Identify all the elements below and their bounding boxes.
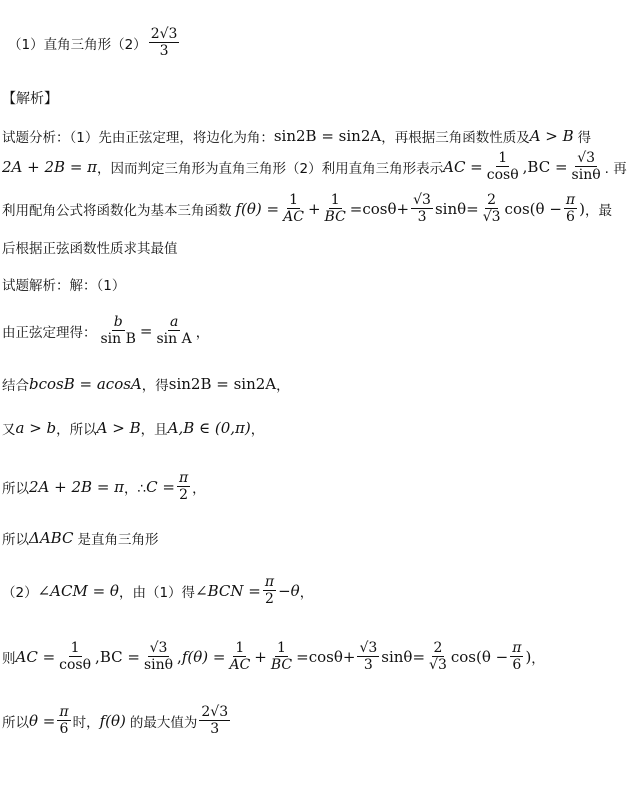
- frac-pi-over-6: $\frac{\pi}{6}$: [565, 192, 576, 226]
- frac-pi-over-6-b: $\frac{\pi}{6}$: [512, 640, 522, 674]
- frac-r3-over-sin-b: $\frac{√3}{\sin\theta}$: [143, 640, 174, 674]
- frac-max-value: $\frac{2√3}{3}$: [201, 704, 229, 738]
- solution-intro: 试题解析：解：（1）: [2, 278, 126, 294]
- analysis-line-3: 利用配角公式将函数化为基本三角函数 f(θ) = $\frac{1}{AC}$ + $\frac{1}{BC}$ = cosθ + $\frac{√3}{3}$ sinθ = $\frac{2}{√3}$ cos(θ − $\frac{\pi}{6}$ ) ，最: [2, 192, 612, 226]
- solution-step-6: （2） ∠ACM = θ ，由（1）得 ∠BCN = $\frac{\pi}{2}$ − θ ，: [2, 574, 314, 608]
- frac-1-over-cos-b: $\frac{1}{\cos\theta}$: [59, 640, 92, 674]
- frac-1-over-bc-b: $\frac{1}{BC}$: [270, 640, 293, 674]
- solution-step-1: 由正弦定理得： $\frac{b}{\text{sin B}}$ = $\frac{a}{\text{sin A}}$ ，: [2, 314, 210, 348]
- solution-step-8: 所以 θ = $\frac{\pi}{6}$ 时， f(θ) 的最大值为 $\frac{2√3}{3}$: [2, 704, 229, 738]
- answer-part1: （1）直角三角形（2）: [8, 36, 147, 53]
- frac-1-over-ac-b: $\frac{1}{AC}$: [229, 640, 251, 674]
- answer-fraction: $\frac{2√3}{3}$: [150, 26, 178, 60]
- frac-r3-over-3-b: $\frac{√3}{3}$: [359, 640, 378, 674]
- analysis-line-2: 2A + 2B = π ，因而判定三角形为直角三角形（2）利用直角三角形表示 AC = $\frac{1}{\cos\theta}$ ,BC = $\frac{√3}{\sin\theta}$ . 再: [2, 150, 627, 184]
- frac-1-over-bc: $\frac{1}{BC}$: [324, 192, 346, 226]
- frac-r3-over-3: $\frac{√3}{3}$: [413, 192, 431, 226]
- frac-2-over-r3: $\frac{2}{√3}$: [482, 192, 501, 226]
- frac-pi-over-2-b: $\frac{\pi}{2}$: [264, 574, 275, 608]
- solution-step-7: 则 AC = $\frac{1}{\cos\theta}$ ,BC = $\frac{√3}{\sin\theta}$ , f(θ) = $\frac{1}{AC}$ + $\frac{1}{BC}$ = cosθ + $\frac{√3}{3}$ sinθ = $\frac{2}{√3}$ cos(θ − $\frac{\pi}{6}$ ) ，: [2, 640, 545, 674]
- frac-pi-over-2: $\frac{\pi}{2}$: [178, 470, 189, 504]
- solution-step-5: 所以 ΔABC 是直角三角形: [2, 529, 159, 548]
- analysis-line-4: 后根据正弦函数性质求其最值: [2, 241, 178, 257]
- frac-r3-over-sin: $\frac{√3}{\sin\theta}$: [571, 150, 601, 184]
- frac-pi-over-6-c: $\frac{\pi}{6}$: [59, 704, 69, 738]
- answer-line: [8, 26, 181, 59]
- frac-1-over-ac: $\frac{1}{AC}$: [283, 192, 304, 226]
- frac-b-over-sinb: $\frac{b}{\text{sin B}}$: [100, 314, 136, 348]
- frac-a-over-sina: $\frac{a}{\text{sin A}}$: [156, 314, 192, 348]
- solution-step-2: 结合 bcosB = acosA ，得 sin2B = sin2A ，: [2, 375, 290, 394]
- analysis-line-1: 试题分析：（1）先由正弦定理，将边化为角： sin2B = sin2A ，再根据三角函数性质及 A > B 得: [2, 127, 592, 146]
- solution-step-3: 又 a > b ，所以 A > B ，且 A,B ∈ (0,π) ，: [2, 419, 265, 438]
- frac-1-over-cos: $\frac{1}{\cos\theta}$: [486, 150, 519, 184]
- frac-2-over-r3-b: $\frac{2}{√3}$: [429, 640, 447, 674]
- solution-step-4: 所以 2A + 2B = π ，∴ C = $\frac{\pi}{2}$ ，: [2, 470, 206, 504]
- analysis-header: 【解析】: [2, 91, 58, 107]
